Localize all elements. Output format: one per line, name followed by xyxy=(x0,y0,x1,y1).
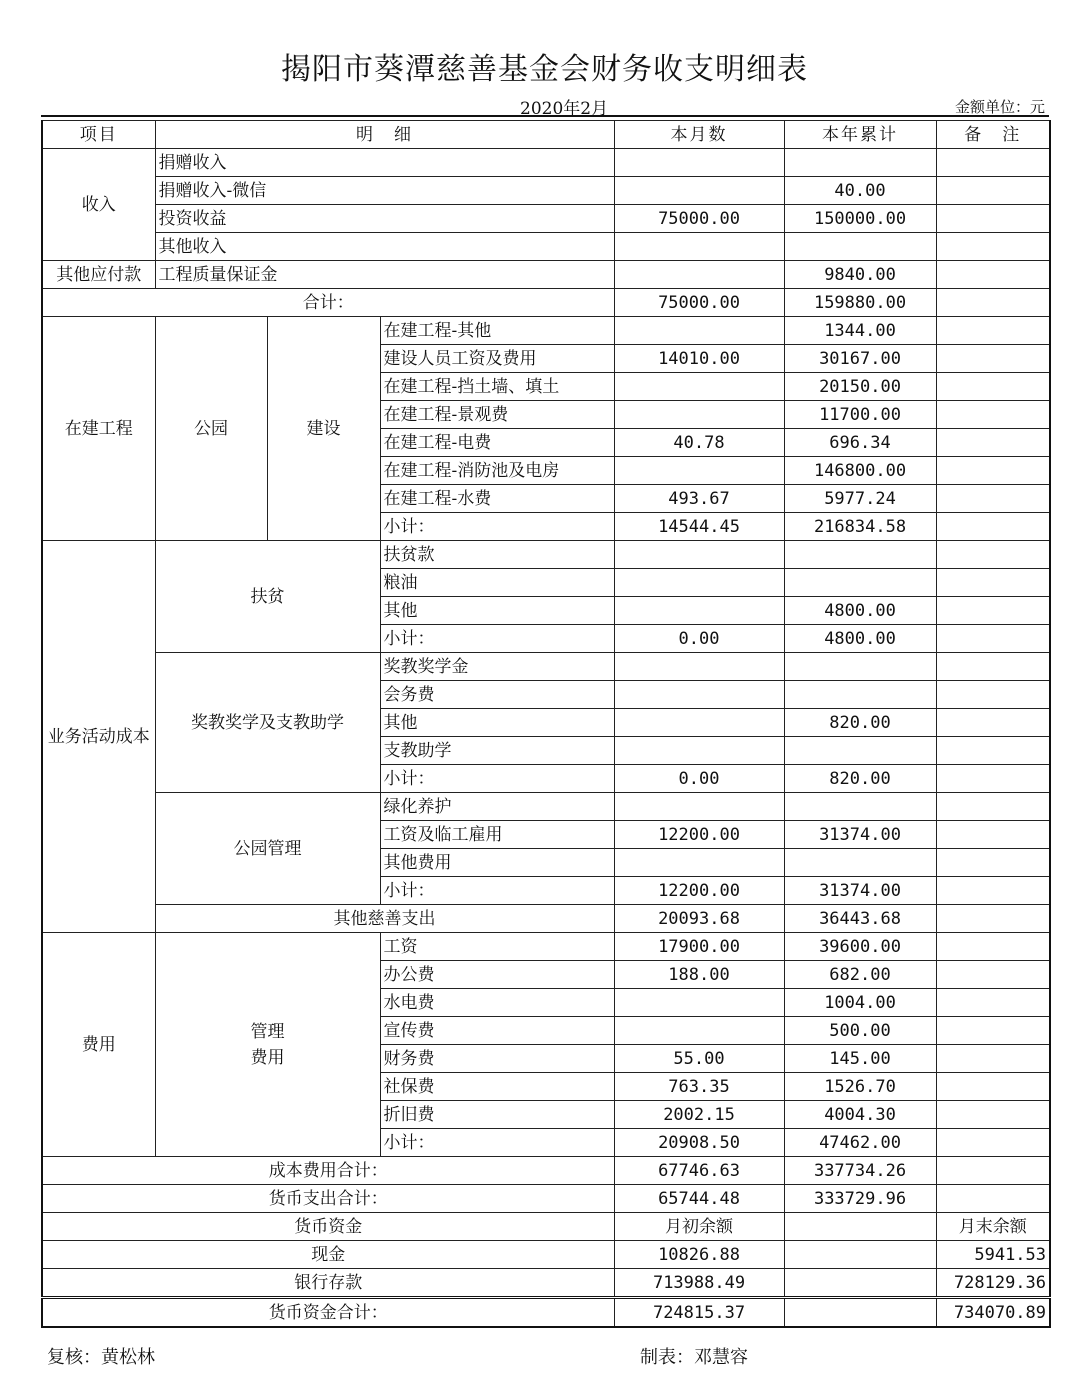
header-year: 本年累计 xyxy=(784,121,936,149)
other-charity-row xyxy=(42,905,1050,933)
row-note xyxy=(936,261,1050,289)
row-year: 40.00 xyxy=(784,177,936,205)
row-month: 0.00 xyxy=(614,765,784,793)
row-note xyxy=(936,233,1050,261)
row-year: 4004.30 xyxy=(784,1101,936,1129)
row-note xyxy=(936,793,1050,821)
row-note xyxy=(936,373,1050,401)
row-note xyxy=(936,1073,1050,1101)
row-name: 在建工程-消防池及电房 xyxy=(380,457,614,485)
row-month xyxy=(614,149,784,177)
row-name: 捐赠收入-微信 xyxy=(155,177,614,205)
row-name: 在建工程-景观费 xyxy=(380,401,614,429)
header-detail: 明 细 xyxy=(155,121,614,149)
row-name: 捐赠收入 xyxy=(155,149,614,177)
row-year: 150000.00 xyxy=(784,205,936,233)
preparer-signature: 制表：邓慧容 xyxy=(640,1347,748,1368)
row-month: 55.00 xyxy=(614,1045,784,1073)
row-month xyxy=(614,373,784,401)
row-month xyxy=(614,233,784,261)
income-total-label: 合计： xyxy=(42,289,614,317)
row-note xyxy=(936,737,1050,765)
row-month: 14544.45 xyxy=(614,513,784,541)
row-name: 其他费用 xyxy=(380,849,614,877)
table-row xyxy=(42,205,1050,233)
row-note xyxy=(936,681,1050,709)
row-end: 728129.36 xyxy=(936,1269,1050,1298)
row-name: 奖教奖学金 xyxy=(380,653,614,681)
row-note xyxy=(936,653,1050,681)
funds-header-row xyxy=(42,1213,1050,1241)
row-year: 1004.00 xyxy=(784,989,936,1017)
row-year xyxy=(784,569,936,597)
row-note xyxy=(936,485,1050,513)
row-name: 财务费 xyxy=(380,1045,614,1073)
funds-label: 货币资金 xyxy=(42,1213,614,1241)
header-note: 备 注 xyxy=(936,121,1050,149)
row-note xyxy=(936,457,1050,485)
row-year: 337734.26 xyxy=(784,1157,936,1185)
section-business-label: 业务活动成本 xyxy=(42,541,155,933)
row-month: 14010.00 xyxy=(614,345,784,373)
row-begin: 10826.88 xyxy=(614,1241,784,1269)
row-note xyxy=(936,345,1050,373)
row-year: 500.00 xyxy=(784,1017,936,1045)
row-note xyxy=(936,933,1050,961)
education-label: 奖教奖学及支教助学 xyxy=(155,653,380,793)
page-title: 揭阳市葵潭慈善基金会财务收支明细表 xyxy=(281,52,808,87)
section-expenses-label: 费用 xyxy=(42,933,155,1157)
row-year xyxy=(784,653,936,681)
row-month: 0.00 xyxy=(614,625,784,653)
poverty-label: 扶贫 xyxy=(155,541,380,653)
row-month: 75000.00 xyxy=(614,205,784,233)
row-year: 216834.58 xyxy=(784,513,936,541)
row-name: 在建工程-水费 xyxy=(380,485,614,513)
table-row xyxy=(42,1241,1050,1269)
row-note xyxy=(936,625,1050,653)
row-year xyxy=(784,149,936,177)
row-name: 工程质量保证金 xyxy=(155,261,614,289)
row-month: 17900.00 xyxy=(614,933,784,961)
row-note xyxy=(936,989,1050,1017)
row-name: 其他 xyxy=(380,709,614,737)
row-month xyxy=(614,317,784,345)
row-note xyxy=(936,1017,1050,1045)
row-month: 2002.15 xyxy=(614,1101,784,1129)
row-note xyxy=(936,205,1050,233)
row-name: 其他收入 xyxy=(155,233,614,261)
row-year: 333729.96 xyxy=(784,1185,936,1213)
row-month xyxy=(614,569,784,597)
row-begin: 724815.37 xyxy=(614,1298,784,1328)
row-month xyxy=(614,541,784,569)
row-note xyxy=(936,289,1050,317)
row-year: 820.00 xyxy=(784,709,936,737)
row-month: 67746.63 xyxy=(614,1157,784,1185)
table-row xyxy=(42,541,1050,569)
funds-total-row xyxy=(42,1298,1050,1328)
row-year: 5977.24 xyxy=(784,485,936,513)
row-year: 820.00 xyxy=(784,765,936,793)
row-note xyxy=(936,961,1050,989)
report-period: 2020年2月 xyxy=(520,99,609,119)
table-row xyxy=(42,1269,1050,1298)
row-month xyxy=(614,793,784,821)
section-income-label: 收入 xyxy=(42,149,155,261)
management-expenses-label xyxy=(155,933,380,1157)
row-name: 扶贫款 xyxy=(380,541,614,569)
row-name: 水电费 xyxy=(380,989,614,1017)
row-month: 493.67 xyxy=(614,485,784,513)
row-name: 在建工程-电费 xyxy=(380,429,614,457)
row-year: 146800.00 xyxy=(784,457,936,485)
row-year xyxy=(784,793,936,821)
row-name: 在建工程-其他 xyxy=(380,317,614,345)
row-month xyxy=(614,401,784,429)
other-payable-label: 其他应付款 xyxy=(42,261,155,289)
income-total-row xyxy=(42,289,1050,317)
management-label-line1: 管理 xyxy=(250,1021,285,1042)
row-note xyxy=(936,709,1050,737)
table-row xyxy=(42,149,1050,177)
row-note xyxy=(936,849,1050,877)
row-month xyxy=(614,597,784,625)
cost-total-label: 成本费用合计： xyxy=(42,1157,614,1185)
row-name: 折旧费 xyxy=(380,1101,614,1129)
row-month: 20908.50 xyxy=(614,1129,784,1157)
row-name: 绿化养护 xyxy=(380,793,614,821)
section-construction-label: 在建工程 xyxy=(42,317,155,541)
row-year xyxy=(784,681,936,709)
row-year: 36443.68 xyxy=(784,905,936,933)
row-month: 40.78 xyxy=(614,429,784,457)
row-month xyxy=(614,849,784,877)
row-month xyxy=(614,709,784,737)
other-charity-label: 其他慈善支出 xyxy=(155,905,614,933)
row-note xyxy=(936,1045,1050,1073)
row-year: 31374.00 xyxy=(784,877,936,905)
row-note xyxy=(936,821,1050,849)
currency-unit: 金额单位：元 xyxy=(954,98,1045,116)
row-month xyxy=(614,681,784,709)
table-row xyxy=(42,653,1050,681)
row-note xyxy=(936,429,1050,457)
row-note xyxy=(936,317,1050,345)
row-month xyxy=(614,1017,784,1045)
row-name: 支教助学 xyxy=(380,737,614,765)
row-month: 763.35 xyxy=(614,1073,784,1101)
row-month: 75000.00 xyxy=(614,289,784,317)
row-year: 696.34 xyxy=(784,429,936,457)
row-name: 小计： xyxy=(380,1129,614,1157)
row-note xyxy=(936,177,1050,205)
row-note xyxy=(936,1157,1050,1185)
row-note xyxy=(936,1101,1050,1129)
row-name: 小计： xyxy=(380,877,614,905)
cash-out-total-label: 货币支出合计： xyxy=(42,1185,614,1213)
row-empty xyxy=(784,1298,936,1328)
construction-sub2-label: 建设 xyxy=(267,317,380,541)
row-year: 159880.00 xyxy=(784,289,936,317)
row-year xyxy=(784,737,936,765)
row-month xyxy=(614,261,784,289)
row-name: 工资及临工雇用 xyxy=(380,821,614,849)
table-row xyxy=(42,261,1050,289)
row-note xyxy=(936,541,1050,569)
row-year: 31374.00 xyxy=(784,821,936,849)
row-year xyxy=(784,541,936,569)
row-note xyxy=(936,149,1050,177)
row-year: 682.00 xyxy=(784,961,936,989)
funds-total-label: 货币资金合计： xyxy=(42,1298,614,1328)
row-year: 1526.70 xyxy=(784,1073,936,1101)
row-year: 9840.00 xyxy=(784,261,936,289)
row-name: 粮油 xyxy=(380,569,614,597)
row-year: 4800.00 xyxy=(784,597,936,625)
row-note xyxy=(936,877,1050,905)
row-note xyxy=(936,1185,1050,1213)
header-month: 本月数 xyxy=(614,121,784,149)
row-year: 47462.00 xyxy=(784,1129,936,1157)
row-note xyxy=(936,905,1050,933)
cash-out-total-row xyxy=(42,1185,1050,1213)
row-month xyxy=(614,457,784,485)
row-note xyxy=(936,569,1050,597)
row-name: 工资 xyxy=(380,933,614,961)
row-name: 小计： xyxy=(380,765,614,793)
table-header-row xyxy=(42,121,1050,149)
header-item: 项目 xyxy=(42,121,155,149)
row-name: 小计： xyxy=(380,625,614,653)
table-row xyxy=(42,317,1050,345)
row-year: 145.00 xyxy=(784,1045,936,1073)
row-note xyxy=(936,401,1050,429)
funds-end-label: 月末余额 xyxy=(936,1213,1050,1241)
row-empty xyxy=(784,1241,936,1269)
row-year: 1344.00 xyxy=(784,317,936,345)
row-name: 办公费 xyxy=(380,961,614,989)
row-name: 会务费 xyxy=(380,681,614,709)
table-row xyxy=(42,793,1050,821)
row-month xyxy=(614,653,784,681)
row-note xyxy=(936,513,1050,541)
table-row xyxy=(42,233,1050,261)
management-label-line2: 费用 xyxy=(250,1047,285,1068)
row-name: 小计： xyxy=(380,513,614,541)
row-year: 4800.00 xyxy=(784,625,936,653)
row-year xyxy=(784,849,936,877)
funds-empty-cell xyxy=(784,1213,936,1241)
row-month: 12200.00 xyxy=(614,821,784,849)
row-month xyxy=(614,989,784,1017)
row-month: 188.00 xyxy=(614,961,784,989)
row-note xyxy=(936,765,1050,793)
row-year xyxy=(784,233,936,261)
park-label: 公园管理 xyxy=(155,793,380,905)
row-name: 银行存款 xyxy=(42,1269,614,1298)
row-month xyxy=(614,177,784,205)
cost-total-row xyxy=(42,1157,1050,1185)
row-end: 5941.53 xyxy=(936,1241,1050,1269)
row-year: 39600.00 xyxy=(784,933,936,961)
table-row xyxy=(42,177,1050,205)
row-begin: 713988.49 xyxy=(614,1269,784,1298)
row-month: 12200.00 xyxy=(614,877,784,905)
funds-begin-label: 月初余额 xyxy=(614,1213,784,1241)
row-month xyxy=(614,737,784,765)
reviewer-signature: 复核：黄松林 xyxy=(47,1347,155,1368)
row-name: 在建工程-挡土墙、填土 xyxy=(380,373,614,401)
finance-table xyxy=(41,120,1051,1328)
row-name: 建设人员工资及费用 xyxy=(380,345,614,373)
row-year: 30167.00 xyxy=(784,345,936,373)
table-row xyxy=(42,933,1050,961)
row-month: 20093.68 xyxy=(614,905,784,933)
row-note xyxy=(936,597,1050,625)
row-month: 65744.48 xyxy=(614,1185,784,1213)
row-name: 现金 xyxy=(42,1241,614,1269)
row-year: 20150.00 xyxy=(784,373,936,401)
row-name: 社保费 xyxy=(380,1073,614,1101)
row-note xyxy=(936,1129,1050,1157)
construction-sub-label: 公园 xyxy=(155,317,267,541)
row-empty xyxy=(784,1269,936,1298)
row-end: 734070.89 xyxy=(936,1298,1050,1328)
row-name: 其他 xyxy=(380,597,614,625)
row-name: 宣传费 xyxy=(380,1017,614,1045)
row-name: 投资收益 xyxy=(155,205,614,233)
table-top-rule xyxy=(41,115,1049,117)
row-year: 11700.00 xyxy=(784,401,936,429)
